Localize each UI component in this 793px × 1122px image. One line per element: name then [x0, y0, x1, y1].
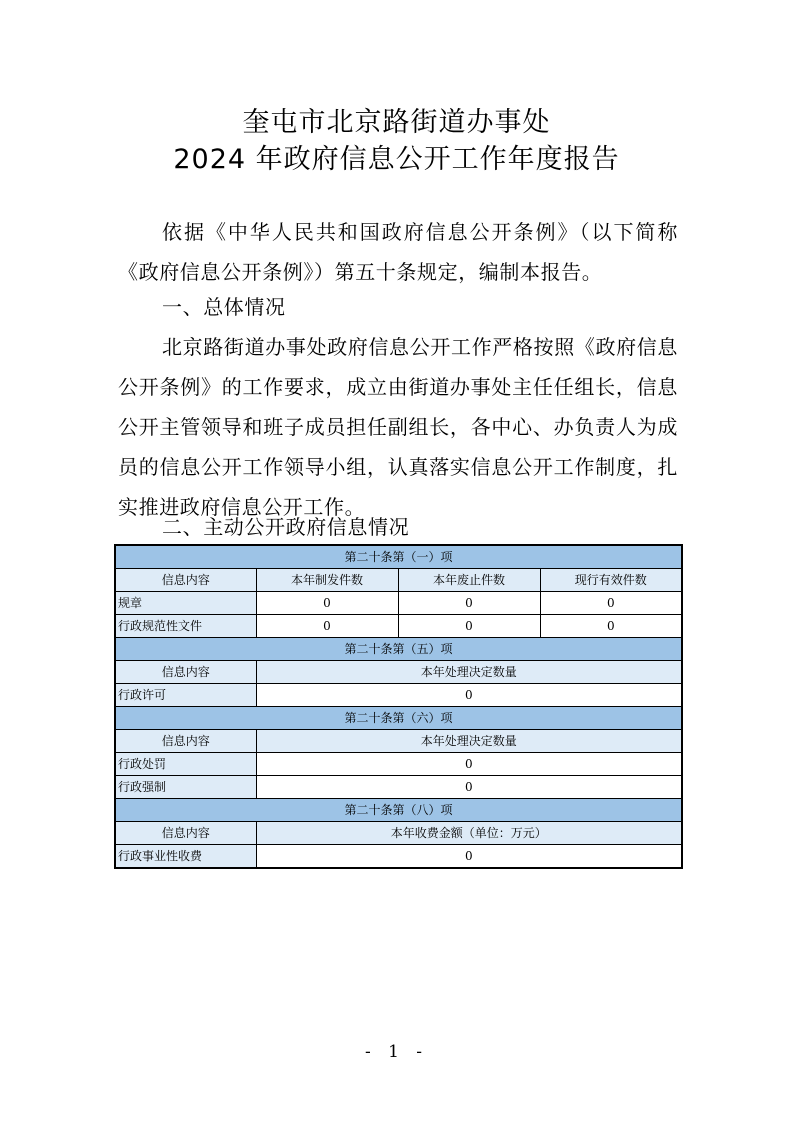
- title-line-2: 2024 年政府信息公开工作年度报告: [173, 144, 620, 175]
- page-number: - 1 -: [364, 1042, 429, 1062]
- row-label: 规章: [115, 592, 256, 615]
- header-cell: 信息内容: [115, 730, 256, 753]
- section-title: 第二十条第（六）项: [115, 707, 682, 730]
- section-title-row: [115, 799, 682, 822]
- header-row: [115, 569, 682, 592]
- header-cell: 本年废止件数: [398, 569, 540, 592]
- table-row: [115, 684, 682, 707]
- header-cell: 本年处理决定数量: [256, 661, 682, 684]
- disclosure-table: [114, 544, 683, 869]
- header-cell: 信息内容: [115, 661, 256, 684]
- section1-heading: 一、总体情况: [162, 295, 286, 319]
- section-title-row: [115, 638, 682, 661]
- title-line-1: 奎屯市北京路街道办事处: [242, 107, 551, 138]
- cell-value: 0: [540, 615, 682, 638]
- section-title: 第二十条第（五）项: [115, 638, 682, 661]
- cell-value: 0: [256, 845, 682, 869]
- header-cell: 本年收费金额（单位：万元）: [256, 822, 682, 845]
- cell-value: 0: [256, 753, 682, 776]
- row-label: 行政许可: [115, 684, 256, 707]
- cell-value: 0: [398, 615, 540, 638]
- section2-heading: 二、主动公开政府信息情况: [162, 515, 410, 539]
- header-cell: 信息内容: [115, 569, 256, 592]
- cell-value: 0: [540, 592, 682, 615]
- row-label: 行政事业性收费: [115, 845, 256, 869]
- table-row: [115, 615, 682, 638]
- cell-value: 0: [398, 592, 540, 615]
- table-row: [115, 592, 682, 615]
- table-row: [115, 776, 682, 799]
- row-label: 行政强制: [115, 776, 256, 799]
- table-row: [115, 845, 682, 869]
- section1-body: 北京路街道办事处政府信息公开工作严格按照《政府信息公开条例》的工作要求，成立由街道办事处主任任组长，信息公开主管领导和班子成员担任副组长，各中心、办负责人为成员的信息公开工作领导小组，认真落实信息公开工作制度，扎实推进政府信息公开工作。: [118, 335, 678, 519]
- header-cell: 信息内容: [115, 822, 256, 845]
- section-title-row: [115, 707, 682, 730]
- header-cell: 本年制发件数: [256, 569, 398, 592]
- row-label: 行政处罚: [115, 753, 256, 776]
- intro-paragraph: 依据《中华人民共和国政府信息公开条例》（以下简称《政府信息公开条例》）第五十条规定，编制本报告。: [118, 220, 678, 284]
- cell-value: 0: [256, 592, 398, 615]
- header-cell: 现行有效件数: [540, 569, 682, 592]
- table-row: [115, 753, 682, 776]
- cell-value: 0: [256, 684, 682, 707]
- section-title: 第二十条第（一）项: [115, 545, 682, 569]
- header-cell: 本年处理决定数量: [256, 730, 682, 753]
- header-row: [115, 661, 682, 684]
- header-row: [115, 822, 682, 845]
- row-label: 行政规范性文件: [115, 615, 256, 638]
- cell-value: 0: [256, 615, 398, 638]
- cell-value: 0: [256, 776, 682, 799]
- header-row: [115, 730, 682, 753]
- section-title-row: [115, 545, 682, 569]
- section-title: 第二十条第（八）项: [115, 799, 682, 822]
